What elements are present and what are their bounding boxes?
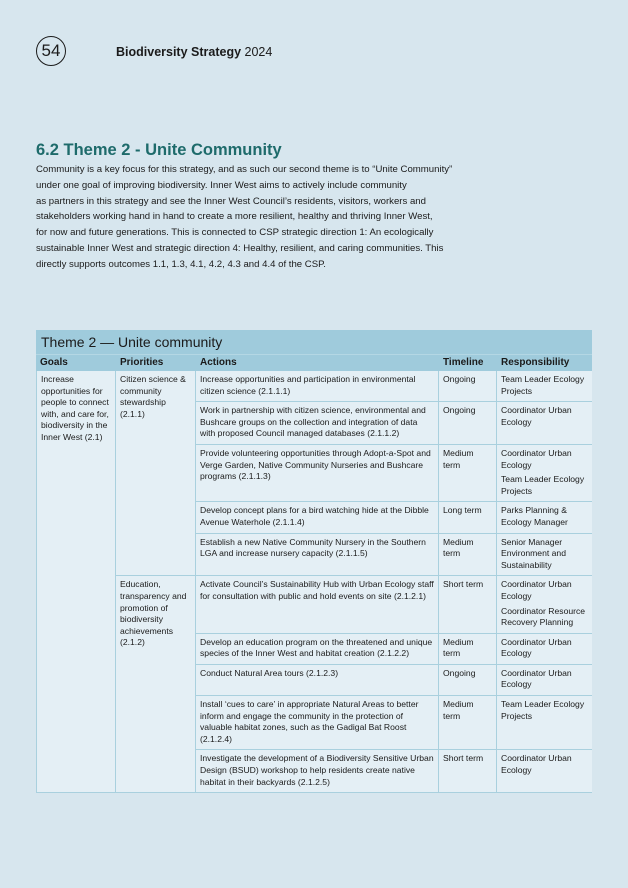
timeline-cell: Ongoing [439,402,497,445]
timeline-cell: Ongoing [439,665,497,696]
timeline-cell: Short term [439,576,497,633]
responsibility-cell [497,445,592,502]
action-cell: Install ‘cues to care’ in appropriate Natural Areas to better inform and engage the community in the protection of valuable habitat zones, such as the Gadigal Bat Roost (2.1.2.4) [196,696,439,750]
responsibility-cell [497,634,592,665]
table-title: Theme 2 — Unite community [36,330,592,354]
responsibility-cell [497,371,592,402]
priority-cell: Education, transparency and promotion of biodiversity achievements (2.1.2) [116,576,196,793]
header-goals: Goals [40,357,68,368]
responsibility-line: Coordinator Urban Ecology [501,753,572,776]
theme-table [36,330,592,793]
intro-line: under one goal of improving biodiversity. Inner West aims to actively include community [36,179,407,191]
action-cell: Increase opportunities and participation in environmental citizen science (2.1.1.1) [196,371,439,402]
timeline-cell: Ongoing [439,371,497,402]
responsibility-line: Coordinator Urban Ecology [501,447,572,470]
priority-cell: Citizen science & community stewardship (2.1.1) [116,371,196,576]
responsibility-cell [497,750,592,793]
timeline-cell: Medium term [439,534,497,577]
responsibility-line: Coordinator Urban Ecology [501,579,572,601]
timeline-cell: Long term [439,502,497,533]
action-cell: Provide volunteering opportunities through Adopt-a-Spot and Verge Garden, Native Community Nurseries and Bushcare programs (2.1.1.3) [196,445,439,502]
header-priorities: Priorities [120,357,164,368]
header-timeline: Timeline [443,357,484,368]
responsibility-cell [497,665,592,696]
intro-line: sustainable Inner West and strategic direction 4: Healthy, resilient, and caring communities. This [36,242,444,254]
responsibility-line: Coordinator Urban Ecology [501,405,572,427]
responsibility-cell [497,576,592,633]
section-heading: 6.2 Theme 2 - Unite Community [36,141,282,159]
intro-line: Community is a key focus for this strategy, and as such our second theme is to “Unite Community” [36,164,453,175]
timeline-cell: Medium term [439,696,497,750]
timeline-cell: Short term [439,750,497,793]
action-cell: Establish a new Native Community Nursery in the Southern LGA and increase nursery capacity (2.1.1.5) [196,534,439,577]
table-body [36,371,592,793]
action-cell: Develop concept plans for a bird watching hide at the Dibble Avenue Waterhole (2.1.1.4) [196,502,439,533]
responsibility-line: Coordinator Urban Ecology [501,636,572,659]
action-cell: Conduct Natural Area tours (2.1.2.3) [196,665,439,696]
action-cell: Develop an education program on the threatened and unique species of the Inner West and habitat creation (2.1.2.2) [196,634,439,665]
responsibility-line: Coordinator Resource Recovery Planning [501,605,586,628]
intro-line: stakeholders working hand in hand to create a more resilient, healthy and thriving Inner West, [36,211,433,223]
responsibility-line: Team Leader Ecology Projects [501,474,585,496]
responsibility-line: Parks Planning & Ecology Manager [501,505,568,527]
page-number: 54 [36,36,66,66]
action-cell: Investigate the development of a Biodiversity Sensitive Urban Design (BSUD) workshop to help residents create native habitat in their backyards (2.1.2.5) [196,750,439,793]
responsibility-line: Team Leader Ecology Projects [501,699,585,721]
table-header-row [36,354,592,371]
intro-paragraph [36,162,506,273]
timeline-cell: Medium term [439,634,497,665]
responsibility-line: Senior Manager Environment and Sustainability [501,536,566,570]
document-title [116,45,272,59]
document-year: 2024 [244,45,273,59]
action-cell: Activate Council’s Sustainability Hub with Urban Ecology staff for consultation with public and hold events on site (2.1.2.1) [196,576,439,633]
responsibility-cell [497,502,592,533]
responsibility-cell [497,534,592,577]
responsibility-line: Team Leader Ecology Projects [501,374,585,396]
intro-line: as partners in this strategy and see the Inner West Council’s residents, visitors, workers and [36,195,426,207]
timeline-cell: Medium term [439,445,497,502]
document-title-text: Biodiversity Strategy [116,45,242,59]
intro-line: for now and future generations. This is connected to CSP strategic direction 1: An ecologically [36,227,434,239]
intro-line: directly supports outcomes 1.1, 1.3, 4.1, 4.2, 4.3 and 4.4 of the CSP. [36,258,326,270]
responsibility-cell [497,402,592,445]
responsibility-cell [497,696,592,750]
header-actions: Actions [200,357,237,368]
action-cell: Work in partnership with citizen science, environmental and Bushcare groups on the collection and integration of data with proposed Council managed databases (2.1.1.2) [196,402,439,445]
header-responsibility: Responsibility [501,357,570,368]
goal-cell: Increase opportunities for people to connect with, and care for, biodiversity in the Inner West (2.1) [36,371,116,793]
responsibility-line: Coordinator Urban Ecology [501,667,572,690]
